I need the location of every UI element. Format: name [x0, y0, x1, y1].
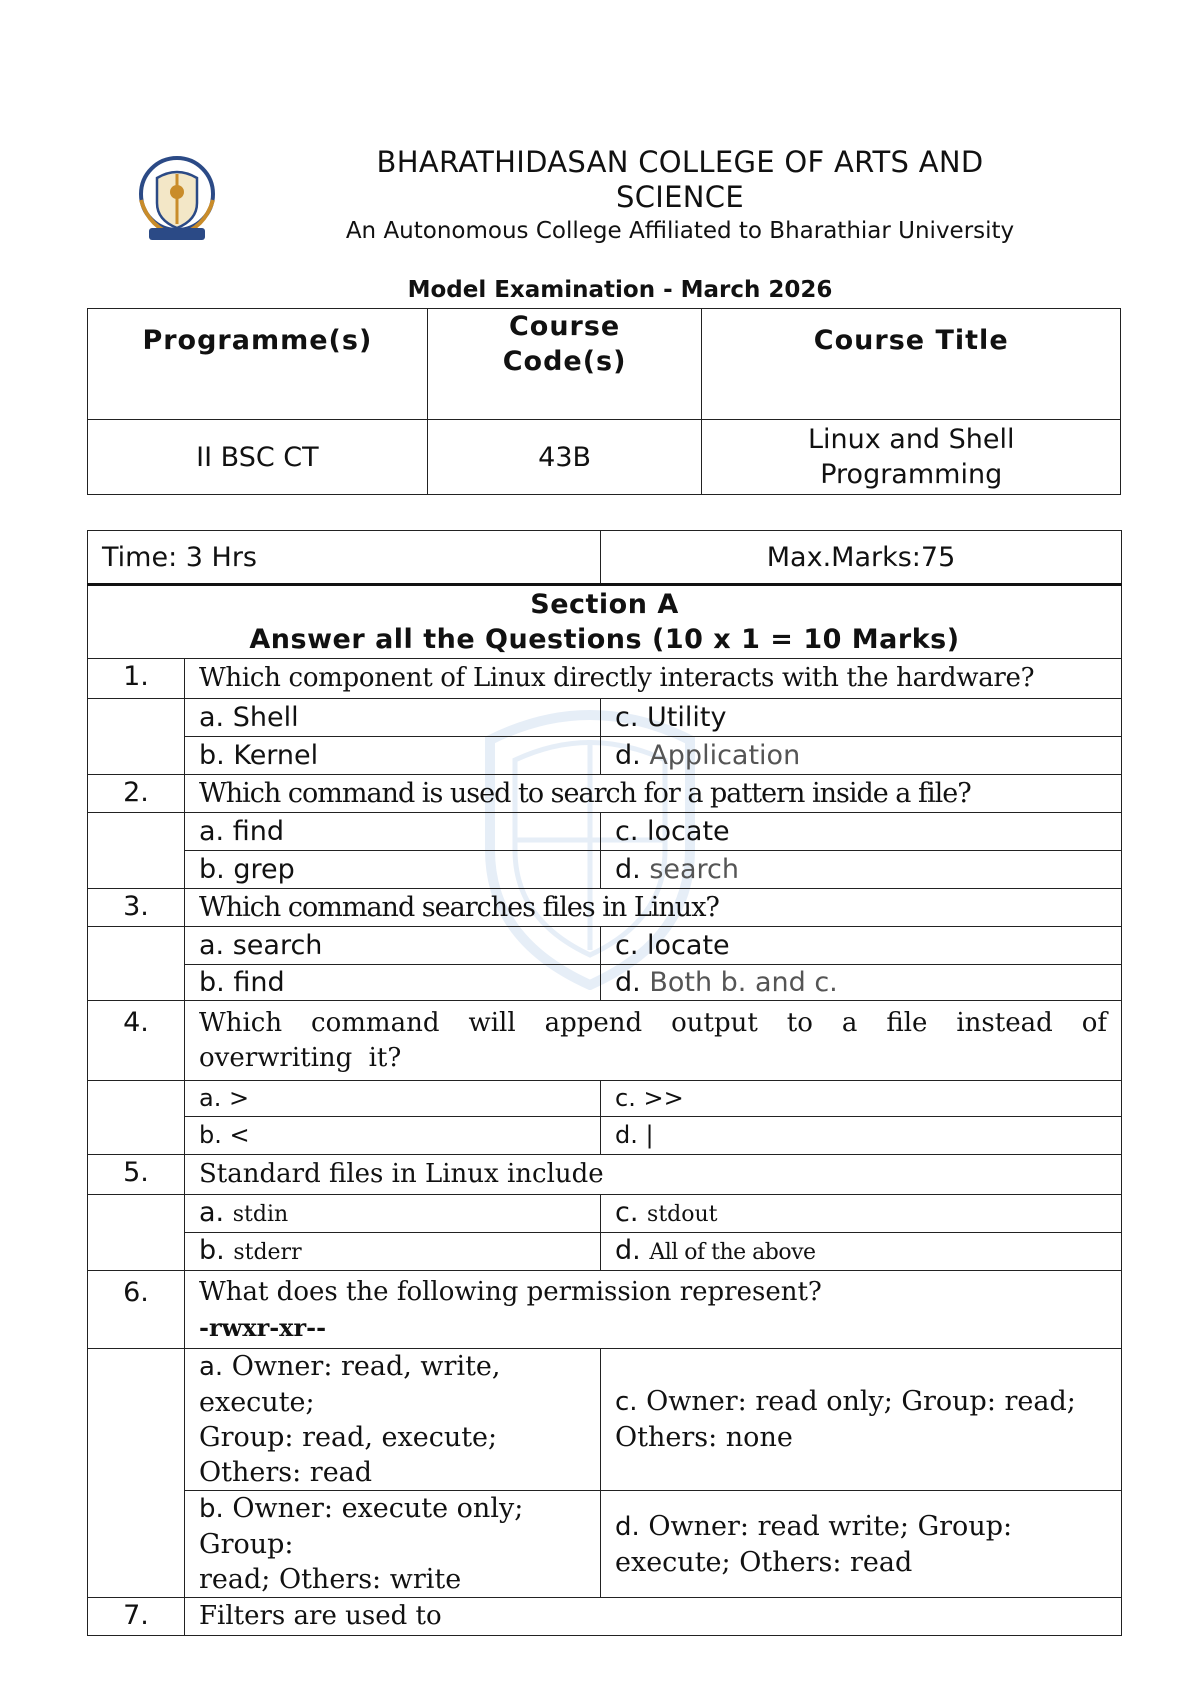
option-row — [88, 851, 1122, 889]
section-title: Section A — [530, 589, 679, 620]
question-row — [88, 1598, 1122, 1636]
option-d: d. Owner: read write; Group: execute; Others: read — [601, 1491, 1122, 1598]
option-row — [88, 699, 1122, 737]
exam-info-row — [88, 531, 1122, 585]
option-b: b. Kernel — [185, 737, 601, 775]
option-d: d. All of the above — [601, 1233, 1122, 1271]
time-allowed: Time: 3 Hrs — [88, 531, 601, 585]
exam-title: Model Examination - March 2026 — [407, 277, 833, 303]
option-a: a. find — [185, 813, 601, 851]
option-row — [88, 1081, 1122, 1117]
college-logo — [127, 148, 227, 248]
section-instruction: Answer all the Questions (10 x 1 = 10 Marks) — [249, 624, 960, 655]
programme-table-row — [88, 420, 1121, 495]
question-text: What does the following permission represent? -rwxr-xr-- — [185, 1271, 1122, 1349]
question-row — [88, 775, 1122, 813]
option-c: c. locate — [601, 927, 1122, 965]
question-text: Standard files in Linux include — [185, 1155, 1122, 1195]
option-d: d. | — [601, 1117, 1122, 1155]
question-row — [88, 1001, 1122, 1081]
option-spacer — [88, 1195, 185, 1271]
question-number: 4. — [88, 1001, 185, 1081]
course-code-header: Course Code(s) — [427, 309, 702, 420]
option-d: d. search — [601, 851, 1122, 889]
option-row — [88, 965, 1122, 1001]
option-spacer — [88, 1081, 185, 1155]
option-row — [88, 1491, 1122, 1598]
option-row — [88, 1233, 1122, 1271]
course-title-value: Linux and Shell Programming — [702, 420, 1121, 495]
option-c: c. locate — [601, 813, 1122, 851]
programme-header: Programme(s) — [88, 309, 428, 420]
questions-table — [87, 530, 1122, 1636]
question-number: 3. — [88, 889, 185, 927]
option-c: c. Utility — [601, 699, 1122, 737]
option-a: a. stdin — [185, 1195, 601, 1233]
college-name-line2: SCIENCE — [616, 180, 744, 214]
question-text: Which command searches files in Linux? — [185, 889, 1122, 927]
option-c: c. Owner: read only; Group: read; Others: none — [601, 1349, 1122, 1491]
question-row — [88, 1155, 1122, 1195]
question-text: Filters are used to — [185, 1598, 1122, 1636]
question-text: Which command will append output to a file instead of overwriting it? — [185, 1001, 1122, 1081]
option-c: c. >> — [601, 1081, 1122, 1117]
option-b: b. find — [185, 965, 601, 1001]
option-b: b. Owner: execute only; Group: read; Others: write — [185, 1491, 601, 1598]
programme-value: II BSC CT — [88, 420, 428, 495]
question-row — [88, 889, 1122, 927]
college-name-line1: BHARATHIDASAN COLLEGE OF ARTS AND — [376, 145, 984, 179]
option-b: b. stderr — [185, 1233, 601, 1271]
option-a: a. search — [185, 927, 601, 965]
option-spacer — [88, 927, 185, 1001]
question-row — [88, 659, 1122, 699]
option-d: d. Application — [601, 737, 1122, 775]
option-a: a. Owner: read, write, execute; Group: read, execute; Others: read — [185, 1349, 601, 1491]
question-row — [88, 1271, 1122, 1349]
option-row — [88, 813, 1122, 851]
option-row — [88, 1117, 1122, 1155]
section-header — [88, 585, 1122, 659]
permission-code: -rwxr-xr-- — [199, 1312, 327, 1342]
question-number: 5. — [88, 1155, 185, 1195]
programme-table-header — [88, 309, 1121, 420]
option-row — [88, 737, 1122, 775]
option-b: b. < — [185, 1117, 601, 1155]
option-d: d. Both b. and c. — [601, 965, 1122, 1001]
college-name — [270, 145, 1090, 215]
question-text: Which component of Linux directly interacts with the hardware? — [185, 659, 1122, 699]
option-spacer — [88, 1349, 185, 1598]
option-spacer — [88, 813, 185, 889]
option-row — [88, 1349, 1122, 1491]
question-number: 7. — [88, 1598, 185, 1636]
option-c: c. stdout — [601, 1195, 1122, 1233]
option-spacer — [88, 699, 185, 775]
course-code-value: 43B — [427, 420, 702, 495]
option-a: a. > — [185, 1081, 601, 1117]
option-row — [88, 927, 1122, 965]
max-marks: Max.Marks:75 — [601, 531, 1122, 585]
course-title-header: Course Title — [702, 309, 1121, 420]
question-number: 2. — [88, 775, 185, 813]
programme-table — [87, 308, 1121, 495]
option-row — [88, 1195, 1122, 1233]
question-text: Which command is used to search for a pattern inside a file? — [185, 775, 1122, 813]
affiliation-text: An Autonomous College Affiliated to Bharathiar University — [345, 218, 1015, 244]
question-number: 6. — [88, 1271, 185, 1349]
question-number: 1. — [88, 659, 185, 699]
option-b: b. grep — [185, 851, 601, 889]
option-a: a. Shell — [185, 699, 601, 737]
